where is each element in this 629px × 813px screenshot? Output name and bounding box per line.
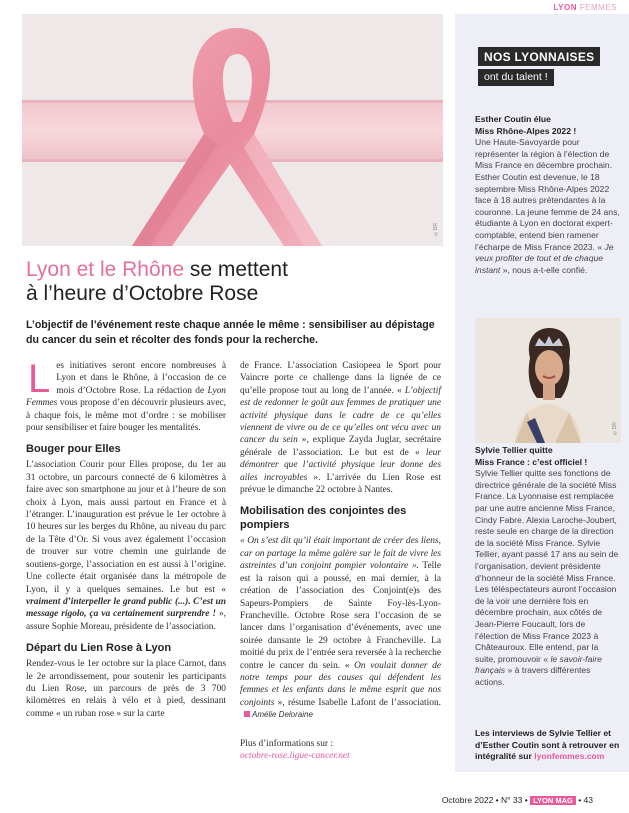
- pink-ribbon-illustration: [22, 14, 443, 246]
- title-highlight: Lyon et le Rhône: [26, 258, 185, 281]
- sidebar-footer-note: Les interviews de Sylvie Tellier et d’Esther Coutin sont à retrouver en intégralité sur lyonfemmes.com: [475, 728, 620, 762]
- paragraph-courir: L’association Courir pour Elles propose, du 1er au 31 octobre, un parcours connecté de 6 kilomètres à faire avec son smartphone au jour et à l’heure de son choix à Lyon, mais aussi partout en France et à l’étranger. L’inauguration est prévue le 1er octobre à 10 heures sur les berges du Rhône, au niveau du parc de la Tête d’Or. Si vous avez également l’occasion de trouver sur votre chemin une guirlande de soutiens-gorge, l’association en est aussi à l’origine. Une collecte était organisée dans la métropole de Lyon, il y a quelques semaines. Le but est « vraiment d’interpeller le grand public (...). C’est un message rigolo, ça va certainement surprendre ! », assure Sophie Moreau, présidente de l’association.: [26, 460, 226, 632]
- paragraph-lien-rose: Rendez-vous le 1er octobre sur la place Carnot, dans le 2e arrondissement, pour soutenir les participants du Lien Rose, un parcours de près de 3 700 kilomètres en relais à vélo et à pied, dessinant comme « un ruban rose » sur la carte: [26, 659, 226, 719]
- signature-mark: [244, 711, 250, 717]
- portrait-illustration: [475, 318, 621, 443]
- portrait-photo: [475, 318, 621, 443]
- paragraph-casiopeea: de France. L’association Casiopeea le Sport pour Vaincre porte ce challenge dans la lignée de ce qu’elle propose tout au long de l’année. « L’objectif est de redonner le goût aux femmes de pratiquer une activité physique dans le cadre de ce qu’elles viennent de vivre ou de ce qu’elles ont vécu avec un cancer du sein », explique Zayda Juglar, secrétaire générale de l’association. Le but est de « leur démontrer que l’activité physique leur donne des ailes incroyables ». L’arrivée du Lien Rose est prévue le dimanche 22 octobre à Nantes.: [240, 361, 441, 496]
- sidebar-story-sylvie: Sylvie Tellier quitte Miss France : c’est officiel ! Sylvie Tellier quitte ses fonctions de directrice générale de la société Miss France. La Lyonnaise est remplacée par une autre ancienne Miss France, Cindy Fabre. Alexia Laroche-Joubert, reste seule en charge de la direction de la société Miss France. Sylvie Tellier, ayant passé 17 ans au sein de l’organisation, devient présidente d’honneur de la société Miss France. Les téléspectateurs auront l’occasion de la voir une dernière fois en décembre prochain, aux côtés de Jean-Pierre Foucault, lors de l’élection de Miss France 2023 à Châteauroux. Elle entend, par la suite, promouvoir « le savoir-faire français » à travers différentes actions.: [475, 445, 619, 687]
- page-footer: [442, 795, 593, 805]
- article-lead: L’objectif de l’événement reste chaque année le même : sensibiliser au dépistage du cancer du sein et récolter des fonds pour la recherche.: [26, 319, 435, 346]
- intro-paragraph: Les initiatives seront encore nombreuses à Lyon et dans le Rhône, à l’occasion de ce mois d’Octobre Rose. La rédaction de Lyon Femmes vous propose d’en découvrir plusieurs avec, à chaque fois, le même mot d’ordre : se mobiliser pour sensibiliser et faire bouger les mentalités.: [26, 357, 226, 434]
- more-info-label: Plus d’informations sur :: [240, 738, 333, 749]
- paragraph-pompiers: « On s’est dit qu’il était important de créer des liens, car on partage la même galère sur le fait de vivre les astreintes d’un conjoint pompier volontaire ». Telle est la raison qui a poussé, en mai dernier, à la création de l’association des Conjoint(e)s des Sapeurs-Pompiers de Sainte Foy-lès-Lyon-Francheville. Octobre Rose sera l’occasion de se lancer dans l’organisation d’événements, avec une soirée dansante le 29 octobre à Francheville. La moitié du prix de l’entrée sera reversée à la recherche contre le cancer du sein. « On voulait donner de notre temps pour des causes qui défendent les femmes et les enfants dans le même esprit que nos conjoints », résume Isabelle Lafont de l’association.Amélie Deloraine: [240, 536, 442, 720]
- portrait-credit: ©DR: [612, 421, 618, 435]
- sidebar-heading: NOS LYONNAISES: [478, 47, 600, 66]
- drop-cap: L: [28, 357, 51, 401]
- section-tag: LYON FEMMES: [553, 3, 617, 12]
- article-column-1: [26, 357, 226, 720]
- mag-badge: LYON MAG: [530, 796, 576, 805]
- issue-info: Octobre 2022 • N° 33 •: [441, 795, 528, 805]
- photo-credit: ©DR: [433, 222, 439, 236]
- ribbon-photo: [22, 14, 443, 246]
- subhead-bouger: Bouger pour Elles: [26, 443, 121, 456]
- subhead-lien-rose: Départ du Lien Rose à Lyon: [26, 642, 172, 655]
- page-number: • 43: [578, 795, 593, 805]
- sidebar-subheading: ont du talent !: [478, 69, 554, 86]
- more-info-link[interactable]: octobre-rose.ligue-cancer.net: [240, 750, 350, 761]
- sidebar-story-esther: Esther Coutin élue Miss Rhône-Alpes 2022 ! Une Haute-Savoyarde pour représenter la région à l’élection de Miss France en décembre prochain. Esther Coutin est devenue, le 18 septembre Miss Rhône-Alpes 2022 face à 18 autres prétendantes à la couronne. La jeune femme de 24 ans, étudiante à Lyon en doctorat expert-comptable, entend bien ramener l’écharpe de Miss France 2023. « Je veux profiter de tout et de chaque instant », nous a-t-elle confié.: [475, 114, 620, 275]
- title-part: se mettent: [184, 258, 288, 281]
- article-title: [26, 258, 436, 306]
- subhead-pompiers: Mobilisation des conjointes des pompiers: [240, 505, 407, 532]
- sidebar-link[interactable]: lyonfemmes.com: [534, 751, 605, 762]
- title-line-2: à l’heure d’Octobre Rose: [26, 282, 259, 305]
- article-column-2: [240, 360, 441, 762]
- top-band: [0, 0, 629, 14]
- author-signature: Amélie Deloraine: [252, 710, 313, 720]
